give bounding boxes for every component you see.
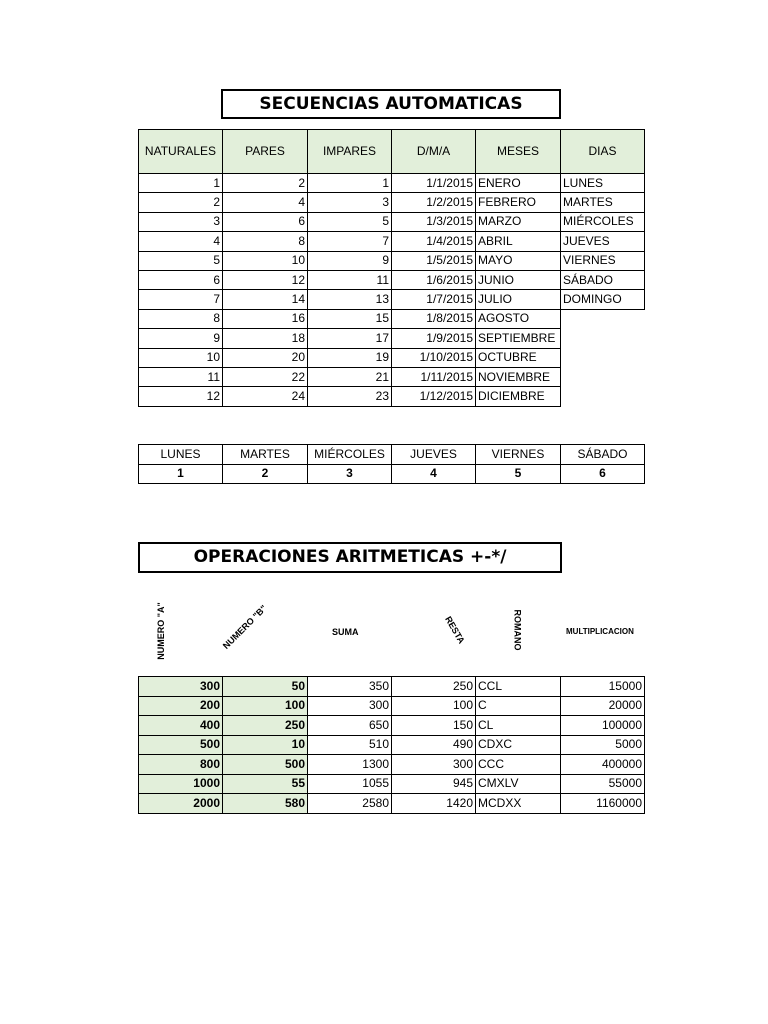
table-cell: 1/7/2015: [392, 290, 476, 309]
table-cell: 12: [223, 270, 308, 289]
table-cell: JUEVES: [561, 232, 645, 251]
table-cell: 3: [308, 193, 392, 212]
table-cell: MCDXX: [476, 794, 561, 814]
day-number: 5: [476, 464, 561, 484]
day-number: 4: [392, 464, 476, 484]
table-cell: 2: [223, 174, 308, 193]
table-cell: 1420: [392, 794, 476, 814]
day-number: 3: [308, 464, 392, 484]
table-cell: MARZO: [476, 212, 561, 231]
table-cell: [561, 367, 645, 386]
table-cell: JUNIO: [476, 270, 561, 289]
table-cell: [561, 387, 645, 406]
day-number: 6: [561, 464, 645, 484]
day-name: SÁBADO: [561, 445, 645, 465]
table-cell: 1/3/2015: [392, 212, 476, 231]
table-cell: 6: [223, 212, 308, 231]
table-cell: 800: [139, 755, 223, 775]
column-header: NATURALES: [139, 130, 223, 174]
table-cell: 24: [223, 387, 308, 406]
table-cell: 55000: [561, 774, 645, 794]
table-cell: 490: [392, 735, 476, 755]
table-cell: 7: [139, 290, 223, 309]
table-cell: 15: [308, 309, 392, 328]
table-cell: 650: [308, 716, 392, 736]
table-row: [139, 329, 645, 348]
operations-title: OPERACIONES ARITMETICAS +-*/: [138, 542, 562, 573]
table-row: [139, 677, 645, 697]
table-cell: 945: [392, 774, 476, 794]
table-cell: MARTES: [561, 193, 645, 212]
day-name: MIÉRCOLES: [308, 445, 392, 465]
column-header: DIAS: [561, 130, 645, 174]
table-cell: CL: [476, 716, 561, 736]
table-cell: 580: [223, 794, 308, 814]
table-cell: 1/5/2015: [392, 251, 476, 270]
table-cell: 500: [223, 755, 308, 775]
table-row: [139, 290, 645, 309]
table-cell: 2000: [139, 794, 223, 814]
table-cell: DOMINGO: [561, 290, 645, 309]
table-row: [139, 309, 645, 328]
table-cell: C: [476, 696, 561, 716]
table-cell: CDXC: [476, 735, 561, 755]
table-cell: JULIO: [476, 290, 561, 309]
table-cell: 11: [139, 367, 223, 386]
table-row: [139, 367, 645, 386]
table-cell: 250: [223, 716, 308, 736]
sequences-title: SECUENCIAS AUTOMATICAS: [221, 89, 561, 119]
column-header: D/M/A: [392, 130, 476, 174]
table-row: [139, 174, 645, 193]
table-cell: 1055: [308, 774, 392, 794]
table-cell: DICIEMBRE: [476, 387, 561, 406]
table-cell: 23: [308, 387, 392, 406]
header-numero-b: NUMERO "B": [220, 603, 269, 651]
table-cell: 100000: [561, 716, 645, 736]
table-cell: 16: [223, 309, 308, 328]
table-cell: 10: [223, 735, 308, 755]
table-cell: 5: [139, 251, 223, 270]
table-cell: 300: [392, 755, 476, 775]
table-cell: 200: [139, 696, 223, 716]
table-cell: 400: [139, 716, 223, 736]
table-cell: CMXLV: [476, 774, 561, 794]
table-row: [139, 348, 645, 367]
table-cell: ABRIL: [476, 232, 561, 251]
table-cell: 5: [308, 212, 392, 231]
table-cell: 1300: [308, 755, 392, 775]
table-cell: 10: [223, 251, 308, 270]
day-number: 2: [223, 464, 308, 484]
table-cell: SEPTIEMBRE: [476, 329, 561, 348]
table-cell: 1: [308, 174, 392, 193]
table-cell: ENERO: [476, 174, 561, 193]
table-cell: 300: [308, 696, 392, 716]
table-row: [139, 193, 645, 212]
column-header: MESES: [476, 130, 561, 174]
column-header: IMPARES: [308, 130, 392, 174]
header-resta: RESTA: [443, 614, 467, 646]
table-cell: 6: [139, 270, 223, 289]
table-cell: 100: [223, 696, 308, 716]
table-cell: 5000: [561, 735, 645, 755]
table-cell: AGOSTO: [476, 309, 561, 328]
table-cell: 1/8/2015: [392, 309, 476, 328]
table-cell: SÁBADO: [561, 270, 645, 289]
table-cell: 2580: [308, 794, 392, 814]
table-cell: VIERNES: [561, 251, 645, 270]
table-cell: 14: [223, 290, 308, 309]
table-row: [139, 232, 645, 251]
table-cell: CCL: [476, 677, 561, 697]
table-row: [139, 696, 645, 716]
table-row: [139, 270, 645, 289]
days-name-row: [139, 445, 645, 465]
table-cell: 22: [223, 367, 308, 386]
day-name: LUNES: [139, 445, 223, 465]
table-cell: 350: [308, 677, 392, 697]
table-cell: 20000: [561, 696, 645, 716]
table-cell: 1/4/2015: [392, 232, 476, 251]
table-cell: 250: [392, 677, 476, 697]
table-cell: [561, 329, 645, 348]
table-cell: 100: [392, 696, 476, 716]
table-cell: 1/9/2015: [392, 329, 476, 348]
table-row: [139, 251, 645, 270]
table-cell: 12: [139, 387, 223, 406]
table-row: [139, 774, 645, 794]
table-cell: 400000: [561, 755, 645, 775]
table-cell: 1160000: [561, 794, 645, 814]
day-name: JUEVES: [392, 445, 476, 465]
table-cell: 19: [308, 348, 392, 367]
table-row: [139, 716, 645, 736]
table-cell: [561, 309, 645, 328]
table-cell: 3: [139, 212, 223, 231]
table-cell: MIÉRCOLES: [561, 212, 645, 231]
table-cell: 18: [223, 329, 308, 348]
table-cell: 500: [139, 735, 223, 755]
day-number: 1: [139, 464, 223, 484]
table-cell: 1/12/2015: [392, 387, 476, 406]
table-cell: LUNES: [561, 174, 645, 193]
table-cell: 7: [308, 232, 392, 251]
table-cell: 1/10/2015: [392, 348, 476, 367]
table-row: [139, 212, 645, 231]
table-row: [139, 794, 645, 814]
table-cell: 8: [139, 309, 223, 328]
table-cell: 4: [139, 232, 223, 251]
table-cell: NOVIEMBRE: [476, 367, 561, 386]
table-row: [139, 755, 645, 775]
table-cell: 1/1/2015: [392, 174, 476, 193]
table-cell: 1/6/2015: [392, 270, 476, 289]
table-cell: 8: [223, 232, 308, 251]
column-header: PARES: [223, 130, 308, 174]
days-number-row: [139, 464, 645, 484]
table-cell: 1/2/2015: [392, 193, 476, 212]
table-cell: 150: [392, 716, 476, 736]
table-cell: 9: [308, 251, 392, 270]
header-suma: SUMA: [332, 627, 359, 637]
table-cell: MAYO: [476, 251, 561, 270]
table-cell: 2: [139, 193, 223, 212]
table-cell: 11: [308, 270, 392, 289]
table-cell: 1: [139, 174, 223, 193]
days-table: [138, 444, 645, 484]
table-cell: 10: [139, 348, 223, 367]
header-numero-a: NUMERO "A": [155, 602, 166, 660]
table-cell: 17: [308, 329, 392, 348]
table-row: [139, 387, 645, 406]
table-cell: 55: [223, 774, 308, 794]
table-cell: FEBRERO: [476, 193, 561, 212]
day-name: MARTES: [223, 445, 308, 465]
table-cell: CCC: [476, 755, 561, 775]
sequences-table: [138, 129, 645, 407]
operations-table: [138, 676, 645, 814]
table-cell: 1/11/2015: [392, 367, 476, 386]
table-cell: OCTUBRE: [476, 348, 561, 367]
table-row: [139, 735, 645, 755]
header-multiplicacion: MULTIPLICACION: [566, 627, 634, 636]
table-cell: 1000: [139, 774, 223, 794]
day-name: VIERNES: [476, 445, 561, 465]
table-cell: 4: [223, 193, 308, 212]
header-romano: ROMANO: [512, 609, 523, 651]
table-cell: 9: [139, 329, 223, 348]
table-cell: 50: [223, 677, 308, 697]
table-cell: 15000: [561, 677, 645, 697]
table-cell: 21: [308, 367, 392, 386]
table-cell: [561, 348, 645, 367]
table-cell: 300: [139, 677, 223, 697]
table-cell: 510: [308, 735, 392, 755]
table-cell: 20: [223, 348, 308, 367]
sequences-header-row: [139, 130, 645, 174]
table-cell: 13: [308, 290, 392, 309]
